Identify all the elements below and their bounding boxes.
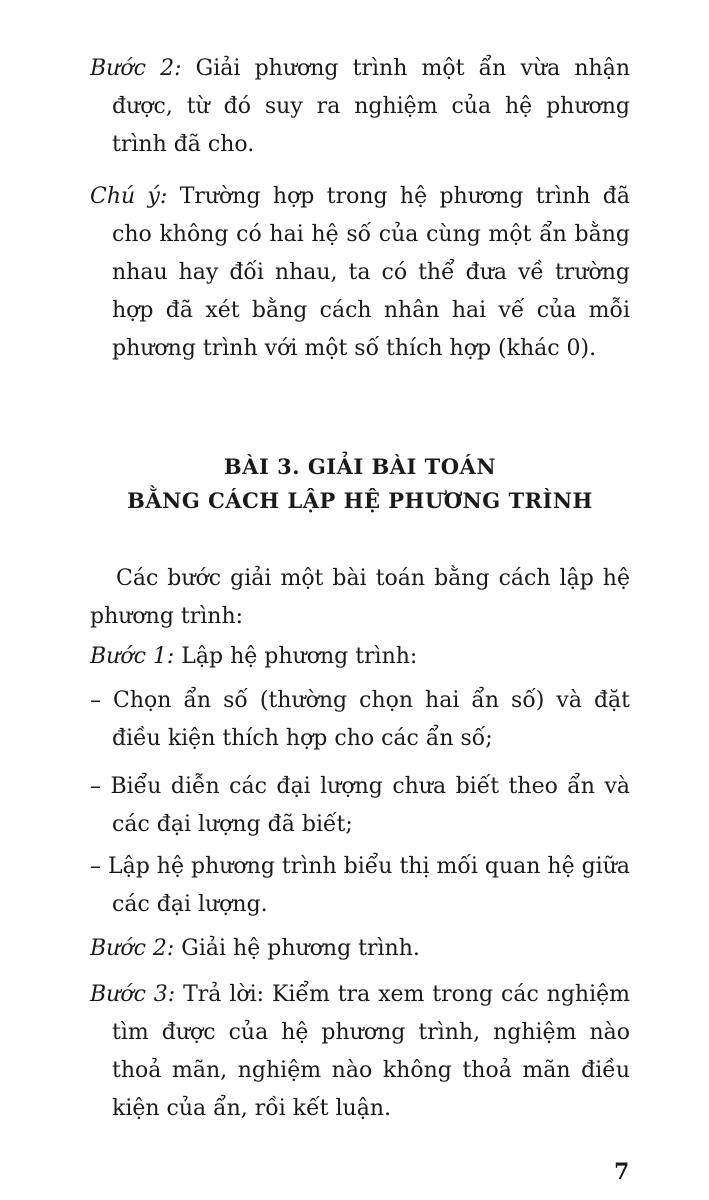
paragraph-text: Lập hệ phương trình: xyxy=(174,644,418,669)
paragraph-step1 xyxy=(90,638,630,676)
paragraph-step2-solve-one-variable xyxy=(90,50,630,164)
page-number: 7 xyxy=(614,1159,630,1185)
paragraph-text: Giải phương trình một ẩn vừa nhận được, từ đó suy ra nghiệm của hệ phương trình đã cho. xyxy=(112,56,630,157)
paragraph-intro: Các bước giải một bài toán bằng cách lập hệ phương trình: xyxy=(90,566,630,629)
paragraph-step3 xyxy=(90,976,630,1128)
step-label: Bước 3: xyxy=(90,982,176,1007)
step-label: Bước 1: xyxy=(90,644,175,669)
bullet-choose-variables: – Chọn ẩn số (thường chọn hai ẩn số) và đặt điều kiện thích hợp cho các ẩn số; xyxy=(90,688,630,751)
heading-line-1: BÀI 3. GIẢI BÀI TOÁN xyxy=(223,454,497,479)
paragraph-text: Giải hệ phương trình. xyxy=(174,936,420,961)
step-label: Bước 2: xyxy=(90,936,175,961)
lesson-heading xyxy=(90,450,630,518)
note-label: Chú ý: xyxy=(90,184,168,209)
paragraph-note xyxy=(90,178,630,368)
paragraph-text: Trường hợp trong hệ phương trình đã cho không có hai hệ số của cùng một ẩn bằng nhau hay đối nhau, ta có thể đưa về trường hợp đã xét bằng cách nhân hai vế của mỗi phương trình với một số thích hợp (khác 0). xyxy=(112,184,630,361)
bullet-express-quantities: – Biểu diễn các đại lượng chưa biết theo ẩn và các đại lượng đã biết; xyxy=(90,774,630,837)
bullet-set-up-system: – Lập hệ phương trình biểu thị mối quan hệ giữa các đại lượng. xyxy=(90,854,630,917)
paragraph-step2 xyxy=(90,930,630,968)
step-label: Bước 2: xyxy=(90,56,182,81)
paragraph-text: Trả lời: Kiểm tra xem trong các nghiệm tìm được của hệ phương trình, nghiệm nào thoả mãn, nghiệm nào không thoả mãn điều kiện của ẩn, rồi kết luận. xyxy=(112,982,631,1121)
heading-line-2: BẰNG CÁCH LẬP HỆ PHƯƠNG TRÌNH xyxy=(127,488,593,513)
